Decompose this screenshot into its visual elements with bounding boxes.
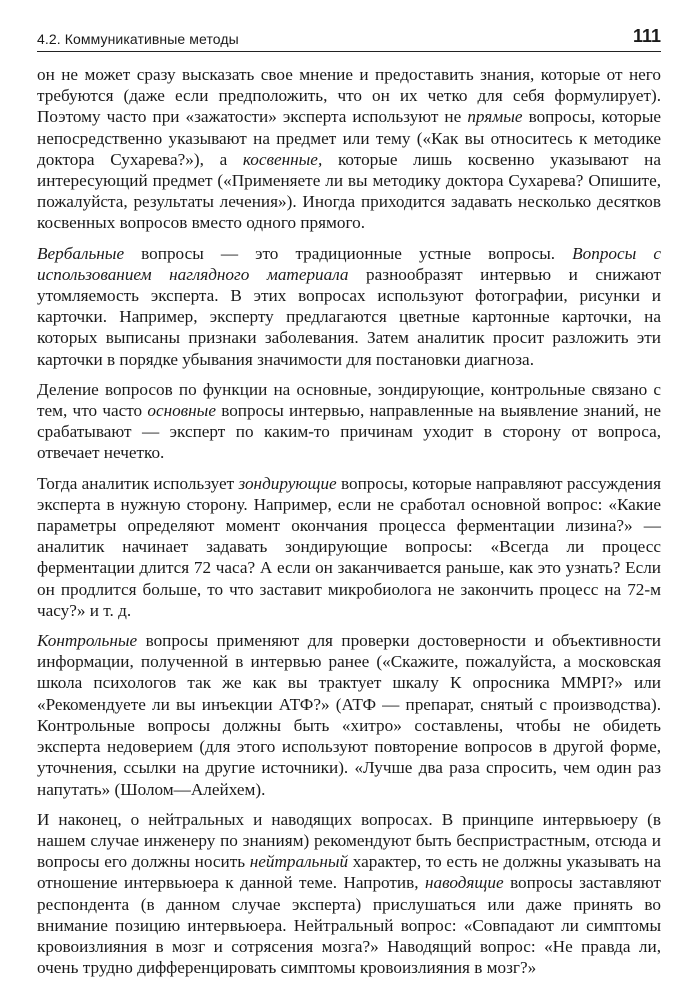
paragraph: Вербальные вопросы — это традиционные устные вопросы. Вопросы с использованием наглядного материала разнообразят интервью и снижают утомляемость эксперта. В этих вопросах используют фотографии, рисунки и карточки. Например, эксперту предлагаются цветные картонные карточки, на которых выписаны признаки заболевания. Затем аналитик просит разложить эти карточки в порядке убывания значимости для постановки диагноза.	[37, 243, 661, 369]
paragraph: он не может сразу высказать свое мнение и предоставить знания, которые от него требуются (даже если предположить, что он их четко для себя формулирует). Поэтому часто при «зажатости» эксперта используют не прямые вопросы, которые непосредственно указывают на предмет или тему («Как вы относитесь к методике доктора Сухарева?»), а косвенные, которые лишь косвенно указывают на интересующий предмет («Применяете ли вы методику доктора Сухарева? Опишите, пожалуйста, результаты лечения»). Иногда приходится задавать несколько десятков косвенных вопросов вместо одного прямого.	[37, 65, 661, 233]
paragraph: И наконец, о нейтральных и наводящих вопросах. В принципе интервьюеру (в нашем случае инженеру по знаниям) рекомендуют быть беспристрастным, отсюда и вопросы его должны носить нейтральный характер, то есть не должны указывать на отношение интервьюера к данной теме. Напротив, наводящие вопросы заставляют респондента (в данном случае эксперта) прислушаться или даже принять во внимание позицию интервьюера. Нейтральный вопрос: «Совпадают ли симптомы кровоизлияния в мозг и сотрясения мозга?» Наводящий вопрос: «Не правда ли, очень трудно дифференцировать симптомы кровоизлияния в мозг?»	[37, 809, 661, 978]
body-text	[37, 64, 661, 978]
paragraph: Тогда аналитик использует зондирующие вопросы, которые направляют рассуждения эксперта в нужную сторону. Например, если не сработал основной вопрос: «Какие параметры определяют момент окончания процесса ферментации лизина?» — аналитик начинает задавать зондирующие вопросы: «Всегда ли процесс ферментации длится 72 часа? А если он заканчивается раньше, как это узнать? Если он продлится больше, то что заставит микробиолога не закончить процесс на 72-м часу?» и т. д.	[37, 473, 661, 620]
paragraph: Контрольные вопросы применяют для проверки достоверности и объективности информации, полученной в интервью ранее («Скажите, пожалуйста, а московская школа психологов так же как вы трактует шкалу К опросника MMPI?» или «Рекомендуете ли вы инъекции АТФ?» (АТФ — препарат, снятый с производства). Контрольные вопросы должны быть «хитро» составлены, чтобы не обидеть эксперта недоверием (для этого используют повторение вопросов в другой форме, уточнения, ссылки на другие источники). «Лучше два раза спросить, чем один раз напутать» (Шолом—Алейхем).	[37, 631, 661, 799]
paragraph: Деление вопросов по функции на основные, зондирующие, контрольные связано с тем, что часто основные вопросы интервью, направленные на выявление знаний, не срабатывают — эксперт по каким-то причинам уходит в сторону от вопроса, отвечает нечетко.	[37, 379, 661, 463]
running-header	[37, 26, 661, 52]
section-title: 4.2. Коммуникативные методы	[37, 31, 239, 47]
page-number: 111	[632, 26, 661, 46]
